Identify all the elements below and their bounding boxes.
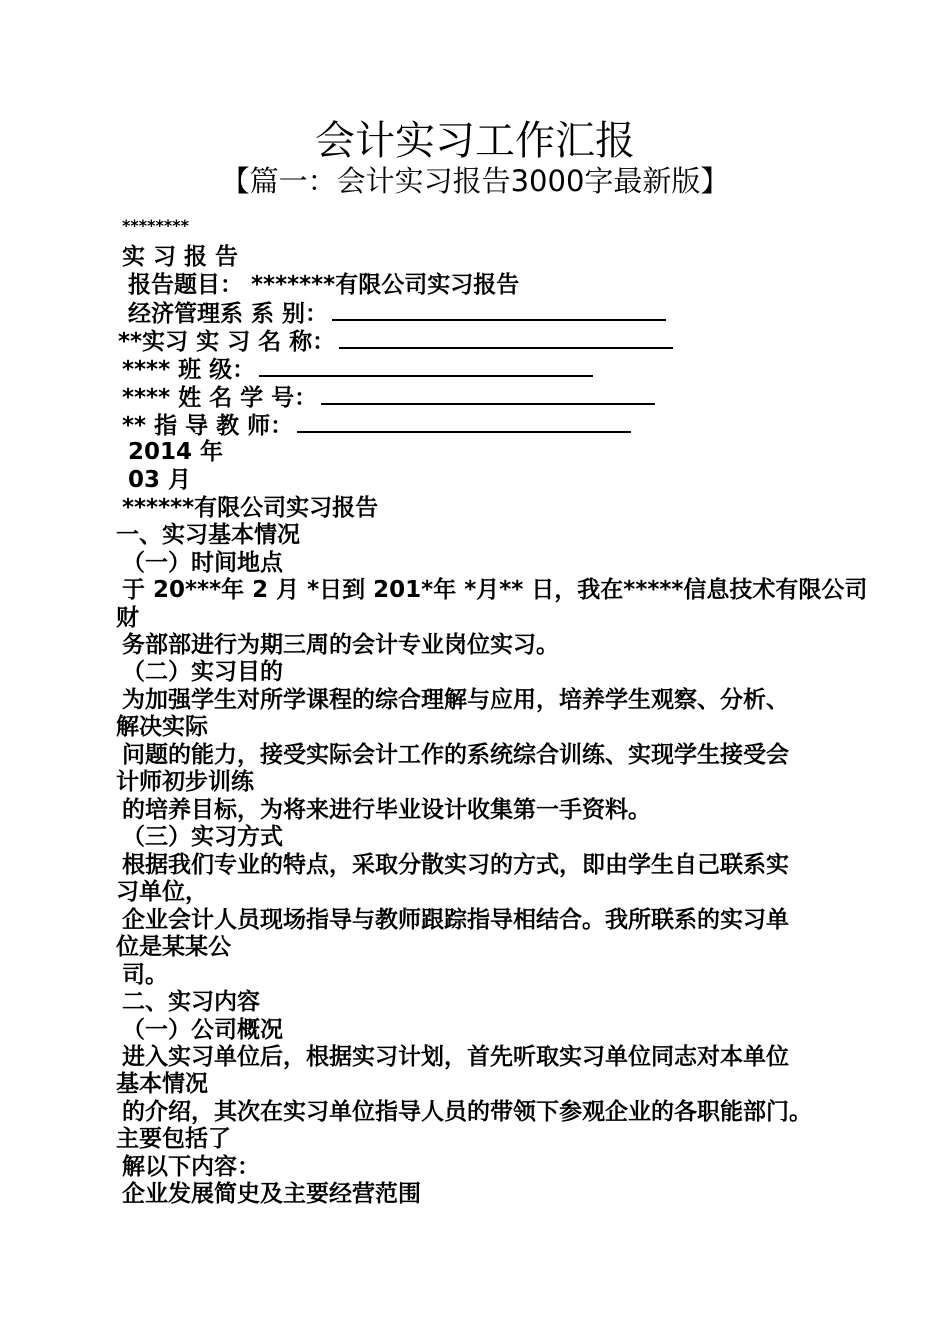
report-heading: 实 习 报 告 [122, 244, 239, 270]
internship-name-label: **实习 实 习 名 称： [118, 329, 336, 355]
document-title: 会计实习工作汇报 [315, 118, 635, 164]
report-topic: 报告题目： *******有限公司实习报告 [128, 272, 520, 298]
paragraph-line: 企业发展简史及主要经营范围 [122, 1181, 421, 1207]
department-label: 经济管理系 系 别： [128, 301, 329, 327]
paragraph-line: 计师初步训练 [116, 769, 254, 795]
internship-name-blank [339, 327, 673, 349]
subsection-heading: （一）公司概况 [122, 1017, 283, 1043]
paragraph-line: 于 20***年 2 月 *日到 201*年 *月** 日，我在*****信息技术有限公司 [122, 577, 868, 603]
paragraph-line: 解决实际 [116, 714, 208, 740]
paragraph-line: 财 [116, 605, 139, 631]
student-id-blank [321, 383, 655, 405]
advisor-field [122, 411, 631, 440]
paragraph-line: 为加强学生对所学课程的综合理解与应用，培养学生观察、分析、 [122, 687, 789, 713]
paragraph-line: 企业会计人员现场指导与教师跟踪指导相结合。我所联系的实习单 [122, 907, 789, 933]
class-blank [259, 355, 593, 377]
student-id-label: **** 姓 名 学 号： [122, 385, 318, 411]
advisor-blank [297, 411, 631, 433]
paragraph-line: 司。 [122, 962, 168, 988]
internship-name-field [118, 327, 673, 356]
paragraph-line: 根据我们专业的特点，采取分散实习的方式，即由学生自己联系实 [122, 852, 789, 878]
department-field [128, 299, 666, 328]
paragraph-line: 习单位， [116, 879, 208, 905]
class-label: **** 班 级： [122, 357, 256, 383]
paragraph-line: 问题的能力，接受实际会计工作的系统综合训练、实现学生接受会 [122, 742, 789, 768]
report-name-line: ******有限公司实习报告 [122, 495, 379, 521]
paragraph-line: 基本情况 [116, 1071, 208, 1097]
subsection-heading: （二）实习目的 [122, 659, 283, 685]
paragraph-line: 务部部进行为期三周的会计专业岗位实习。 [122, 632, 559, 658]
paragraph-line: 位是某某公 [116, 934, 231, 960]
document-subtitle: 【篇一：会计实习报告3000字最新版】 [220, 164, 730, 198]
student-id-field [122, 383, 655, 412]
paragraph-line: 主要包括了 [116, 1126, 231, 1152]
advisor-label: ** 指 导 教 师： [122, 413, 294, 439]
stars-line: ******** [122, 216, 189, 235]
subsection-heading: （一）时间地点 [122, 550, 283, 576]
department-blank [332, 299, 666, 321]
paragraph-line: 进入实习单位后，根据实习计划，首先听取实习单位同志对本单位 [122, 1044, 789, 1070]
section-heading: 二、实习内容 [122, 989, 260, 1015]
subsection-heading: （三）实习方式 [122, 824, 283, 850]
paragraph-line: 的介绍，其次在实习单位指导人员的带领下参观企业的各职能部门。 [122, 1099, 812, 1125]
month-line: 03 月 [128, 467, 192, 493]
paragraph-line: 解以下内容： [122, 1154, 260, 1180]
year-line: 2014 年 [128, 439, 224, 465]
paragraph-line: 的培养目标，为将来进行毕业设计收集第一手资料。 [122, 797, 651, 823]
class-field [122, 355, 593, 384]
section-heading: 一、实习基本情况 [116, 522, 300, 548]
